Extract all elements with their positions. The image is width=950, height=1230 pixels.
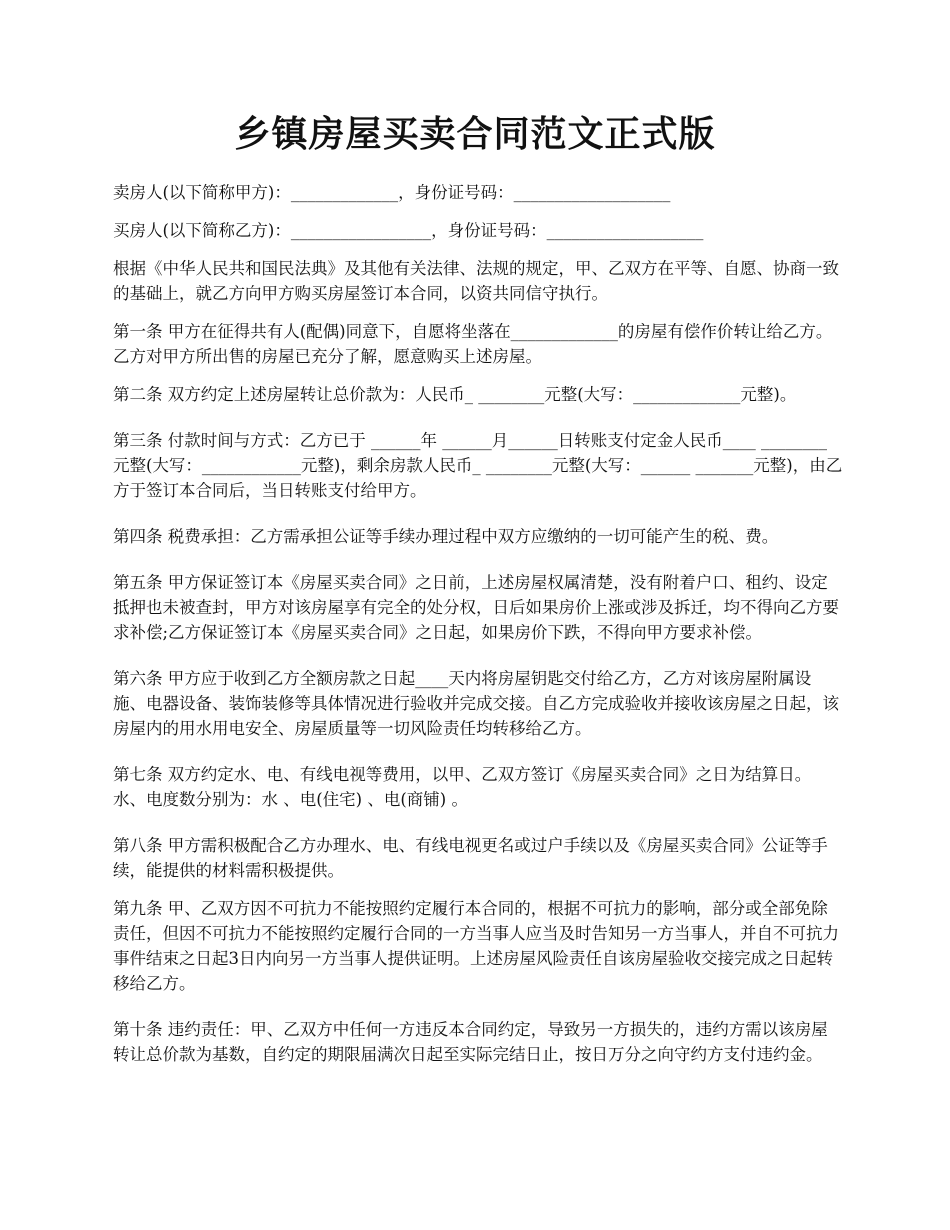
paragraph-article-2: 第二条 双方约定上述房屋转让总价款为：人民币_ ________元整(大写：_____________元整)。 xyxy=(113,385,797,404)
paragraph-article-6: 第六条 甲方应于收到乙方全额房款之日起____天内将房屋钥匙交付给乙方，乙方对该房屋附属设施、电器设备、装饰装修等具体情况进行验收并完成交接。自乙方完成验收并接收该房屋之日起，该房屋内的用水用电安全、房屋质量等一切风险责任均转移给乙方。 xyxy=(113,669,839,738)
document-title: 乡镇房屋买卖合同范文正式版 xyxy=(234,113,716,155)
paragraph-buyer: 买房人(以下简称乙方)：_________________，身份证号码：___________________ xyxy=(113,221,704,240)
paragraph-article-8: 第八条 甲方需积极配合乙方办理水、电、有线电视更名或过户手续以及《房屋买卖合同》公证等手续，能提供的材料需积极提供。 xyxy=(113,836,828,880)
paragraph-article-3: 第三条 付款时间与方式：乙方已于 ______年 ______月______日转账支付定金人民币____ ________元整(大写：____________元整)，剩余房款人民币_ ________元整(大写：______ _______元整)，由乙方于签订本合同后，当日转账支付给甲方。 xyxy=(113,431,843,500)
paragraph-article-4: 第四条 税费承担：乙方需承担公证等手续办理过程中双方应缴纳的一切可能产生的税、费。 xyxy=(113,527,779,546)
document-body xyxy=(113,180,843,1080)
paragraph-article-9: 第九条 甲、乙双方因不可抗力不能按照约定履行本合同的，根据不可抗力的影响，部分或全部免除责任，但因不可抗力不能按照约定履行合同的一方当事人应当及时告知另一方当事人，并自不可抗力事件结束之日起3日内向另一方当事人提供证明。上述房屋风险责任自该房屋验收交接完成之日起转移给乙方。 xyxy=(113,899,839,993)
paragraph-article-10: 第十条 违约责任：甲、乙双方中任何一方违反本合同约定，导致另一方损失的，违约方需以该房屋转让总价款为基数，自约定的期限届满次日起至实际完结日止，按日万分之向守约方支付违约金。 xyxy=(113,1020,828,1064)
paragraph-preamble: 根据《中华人民共和国民法典》及其他有关法律、法规的规定，甲、乙双方在平等、自愿、协商一致的基础上，就乙方向甲方购买房屋签订本合同，以资共同信守执行。 xyxy=(113,259,839,303)
paragraph-article-7: 第七条 双方约定水、电、有线电视等费用，以甲、乙双方签订《房屋买卖合同》之日为结算日。水、电度数分别为：水 、电(住宅) 、电(商铺) 。 xyxy=(113,765,812,809)
paragraph-article-1: 第一条 甲方在征得共有人(配偶)同意下，自愿将坐落在_____________的房屋有偿作价转让给乙方。乙方对甲方所出售的房屋已充分了解，愿意购买上述房屋。 xyxy=(113,322,833,366)
paragraph-article-5: 第五条 甲方保证签订本《房屋买卖合同》之日前，上述房屋权属清楚，没有附着户口、租约、设定抵押也未被查封，甲方对该房屋享有完全的处分权，日后如果房价上涨或涉及拆迁，均不得向乙方要求补偿;乙方保证签订本《房屋买卖合同》之日起，如果房价下跌，不得向甲方要求补偿。 xyxy=(113,573,839,642)
paragraph-seller: 卖房人(以下简称甲方)：_____________，身份证号码：___________________ xyxy=(113,183,671,202)
